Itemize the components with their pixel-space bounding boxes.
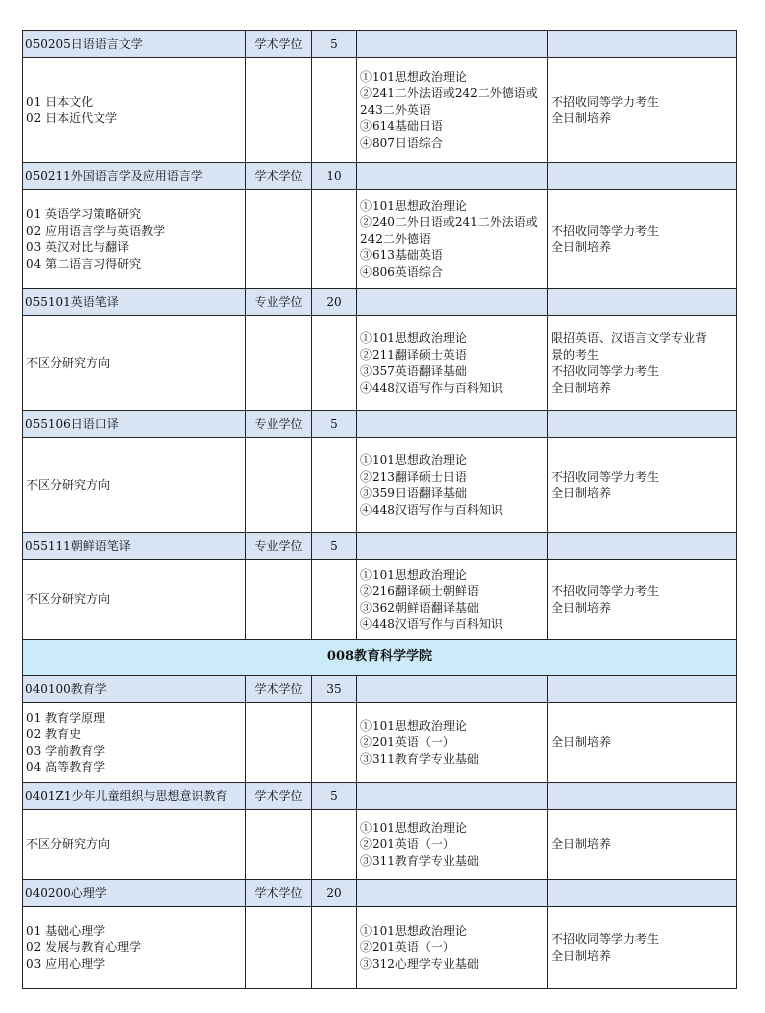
- major-detail-row: [23, 560, 737, 640]
- major-header-row: [23, 676, 737, 703]
- empty-cell: [312, 810, 357, 880]
- empty-cell: [246, 560, 312, 640]
- empty-cell: [312, 316, 357, 411]
- enrollment-quota: 20: [312, 880, 357, 907]
- research-directions-line: 03 学前教育学: [26, 743, 106, 758]
- exam-subjects-line: ①101思想政治理论: [360, 820, 467, 835]
- remarks-line: 全日制培养: [551, 111, 612, 125]
- exam-subjects-line: ①101思想政治理论: [360, 923, 467, 938]
- exam-subjects-line: ②213翻译硕士日语: [360, 469, 467, 484]
- degree-type: 学术学位: [246, 676, 312, 703]
- major-detail-row: [23, 907, 737, 989]
- research-directions-line: 不区分研究方向: [26, 837, 111, 852]
- major-detail-row: [23, 58, 737, 163]
- research-directions-line: 01 基础心理学: [26, 923, 106, 938]
- remarks-line: 全日制培养: [551, 735, 612, 750]
- exam-subjects-line: 242二外德语: [360, 231, 431, 246]
- major-detail-row: [23, 316, 737, 411]
- remarks: [548, 560, 737, 640]
- exam-subjects: [357, 703, 548, 783]
- empty-cell: [312, 703, 357, 783]
- major-code-name: 050211外国语言学及应用语言学: [23, 163, 246, 190]
- empty-cell: [246, 703, 312, 783]
- empty-cell: [246, 907, 312, 989]
- major-code-name: 055111朝鲜语笔译: [23, 533, 246, 560]
- remarks-line: 不招收同等学力考生: [551, 932, 660, 946]
- degree-type: 专业学位: [246, 533, 312, 560]
- exam-subjects-line: ①101思想政治理论: [360, 331, 467, 345]
- exam-subjects-line: ④807日语综合: [360, 135, 443, 150]
- enrollment-quota: 5: [312, 783, 357, 810]
- exam-subjects-line: ②241二外法语或242二外德语或: [360, 86, 538, 101]
- remarks: [548, 190, 737, 289]
- research-directions: [23, 190, 246, 289]
- exam-subjects-line: ④448汉语写作与百科知识: [360, 617, 503, 631]
- exam-subjects-line: ④806英语综合: [360, 264, 443, 279]
- degree-type: 学术学位: [246, 880, 312, 907]
- college-header-row: [23, 640, 737, 676]
- research-directions-line: 02 应用语言学与英语教学: [26, 223, 166, 238]
- college-title: 008教育科学学院: [23, 640, 737, 676]
- research-directions-line: 03 应用心理学: [26, 956, 106, 971]
- research-directions-line: 不区分研究方向: [26, 477, 111, 492]
- empty-cell: [312, 58, 357, 163]
- enrollment-quota: 5: [312, 31, 357, 58]
- enrollment-quota: 20: [312, 289, 357, 316]
- exam-header-empty: [357, 31, 548, 58]
- degree-type: 学术学位: [246, 31, 312, 58]
- exam-subjects-line: ③613基础英语: [360, 248, 443, 263]
- exam-subjects: [357, 438, 548, 533]
- major-detail-row: [23, 810, 737, 880]
- research-directions: [23, 316, 246, 411]
- research-directions-line: 02 教育史: [26, 727, 82, 741]
- remarks: [548, 703, 737, 783]
- remarks: [548, 907, 737, 989]
- exam-subjects-line: ③312心理学专业基础: [360, 956, 479, 971]
- remark-header-empty: [548, 31, 737, 58]
- exam-header-empty: [357, 880, 548, 907]
- admissions-table: [22, 30, 737, 989]
- remarks-line: 不招收同等学力考生: [551, 469, 660, 484]
- research-directions-line: 04 第二语言习得研究: [26, 256, 142, 271]
- major-header-row: [23, 783, 737, 810]
- research-directions: [23, 703, 246, 783]
- empty-cell: [312, 560, 357, 640]
- exam-subjects: [357, 810, 548, 880]
- exam-subjects-line: ③362朝鲜语翻译基础: [360, 600, 479, 615]
- empty-cell: [312, 438, 357, 533]
- exam-subjects-line: ①101思想政治理论: [360, 198, 467, 213]
- remark-header-empty: [548, 783, 737, 810]
- remark-header-empty: [548, 533, 737, 560]
- remarks: [548, 58, 737, 163]
- research-directions: [23, 907, 246, 989]
- remark-header-empty: [548, 163, 737, 190]
- exam-subjects-line: ①101思想政治理论: [360, 69, 467, 84]
- exam-subjects-line: ③357英语翻译基础: [360, 364, 467, 378]
- major-code-name: 055101英语笔译: [23, 289, 246, 316]
- research-directions-line: 02 发展与教育心理学: [26, 940, 142, 955]
- exam-subjects-line: ③359日语翻译基础: [360, 486, 467, 500]
- remarks-line: 全日制培养: [551, 948, 612, 963]
- remark-header-empty: [548, 676, 737, 703]
- remarks: [548, 316, 737, 411]
- remark-header-empty: [548, 880, 737, 907]
- major-header-row: [23, 411, 737, 438]
- enrollment-quota: 35: [312, 676, 357, 703]
- remarks-line: 景的考生: [551, 347, 600, 362]
- degree-type: 学术学位: [246, 783, 312, 810]
- major-header-row: [23, 163, 737, 190]
- remarks-line: 不招收同等学力考生: [551, 223, 660, 238]
- major-code-name: 050205日语语言文学: [23, 31, 246, 58]
- exam-subjects: [357, 907, 548, 989]
- exam-subjects-line: ③311教育学专业基础: [360, 751, 479, 766]
- major-code-name: 040100教育学: [23, 676, 246, 703]
- empty-cell: [246, 58, 312, 163]
- remarks-line: 限招英语、汉语言文学专业背: [551, 331, 708, 345]
- remarks-line: 不招收同等学力考生: [551, 584, 660, 598]
- exam-subjects: [357, 58, 548, 163]
- remarks-line: 全日制培养: [551, 380, 612, 395]
- enrollment-quota: 5: [312, 533, 357, 560]
- exam-header-empty: [357, 533, 548, 560]
- major-code-name: 040200心理学: [23, 880, 246, 907]
- remark-header-empty: [548, 289, 737, 316]
- enrollment-quota: 10: [312, 163, 357, 190]
- exam-subjects: [357, 560, 548, 640]
- exam-header-empty: [357, 163, 548, 190]
- remarks-line: 全日制培养: [551, 486, 612, 500]
- exam-subjects-line: ②201英语（一）: [360, 735, 455, 750]
- degree-type: 学术学位: [246, 163, 312, 190]
- research-directions-line: 03 英汉对比与翻译: [26, 240, 130, 254]
- exam-subjects-line: ②216翻译硕士朝鲜语: [360, 584, 479, 598]
- major-detail-row: [23, 190, 737, 289]
- research-directions-line: 01 教育学原理: [26, 710, 106, 725]
- remarks-line: 不招收同等学力考生: [551, 94, 660, 109]
- exam-subjects: [357, 316, 548, 411]
- research-directions-line: 01 日本文化: [26, 94, 94, 109]
- exam-subjects: [357, 190, 548, 289]
- research-directions: [23, 58, 246, 163]
- research-directions-line: 04 高等教育学: [26, 760, 106, 774]
- degree-type: 专业学位: [246, 289, 312, 316]
- research-directions-line: 不区分研究方向: [26, 355, 111, 370]
- research-directions: [23, 438, 246, 533]
- research-directions: [23, 810, 246, 880]
- exam-subjects-line: ②240二外日语或241二外法语或: [360, 215, 538, 230]
- major-header-row: [23, 31, 737, 58]
- major-header-row: [23, 289, 737, 316]
- remarks-line: 全日制培养: [551, 240, 612, 254]
- remark-header-empty: [548, 411, 737, 438]
- exam-subjects-line: ①101思想政治理论: [360, 718, 467, 733]
- major-code-name: 055106日语口译: [23, 411, 246, 438]
- empty-cell: [312, 907, 357, 989]
- remarks-line: 全日制培养: [551, 837, 612, 852]
- major-header-row: [23, 880, 737, 907]
- major-header-row: [23, 533, 737, 560]
- enrollment-quota: 5: [312, 411, 357, 438]
- remarks-line: 不招收同等学力考生: [551, 364, 660, 378]
- exam-subjects-line: ③614基础日语: [360, 119, 443, 134]
- exam-subjects-line: ②201英语（一）: [360, 940, 455, 955]
- research-directions-line: 不区分研究方向: [26, 592, 111, 607]
- exam-subjects-line: ①101思想政治理论: [360, 567, 467, 582]
- remarks-line: 全日制培养: [551, 600, 612, 615]
- remarks: [548, 810, 737, 880]
- empty-cell: [312, 190, 357, 289]
- exam-subjects-line: ①101思想政治理论: [360, 453, 467, 467]
- exam-subjects-line: ④448汉语写作与百科知识: [360, 380, 503, 395]
- empty-cell: [246, 316, 312, 411]
- empty-cell: [246, 810, 312, 880]
- research-directions: [23, 560, 246, 640]
- empty-cell: [246, 190, 312, 289]
- exam-subjects-line: 243二外英语: [360, 102, 431, 117]
- exam-header-empty: [357, 676, 548, 703]
- exam-subjects-line: ②201英语（一）: [360, 837, 455, 852]
- major-detail-row: [23, 703, 737, 783]
- exam-subjects-line: ②211翻译硕士英语: [360, 347, 467, 362]
- research-directions-line: 01 英语学习策略研究: [26, 207, 142, 221]
- research-directions-line: 02 日本近代文学: [26, 111, 118, 125]
- empty-cell: [246, 438, 312, 533]
- exam-subjects-line: ④448汉语写作与百科知识: [360, 502, 503, 517]
- major-detail-row: [23, 438, 737, 533]
- major-code-name: 0401Z1少年儿童组织与思想意识教育: [23, 783, 246, 810]
- exam-header-empty: [357, 411, 548, 438]
- remarks: [548, 438, 737, 533]
- exam-subjects-line: ③311教育学专业基础: [360, 853, 479, 868]
- exam-header-empty: [357, 289, 548, 316]
- degree-type: 专业学位: [246, 411, 312, 438]
- exam-header-empty: [357, 783, 548, 810]
